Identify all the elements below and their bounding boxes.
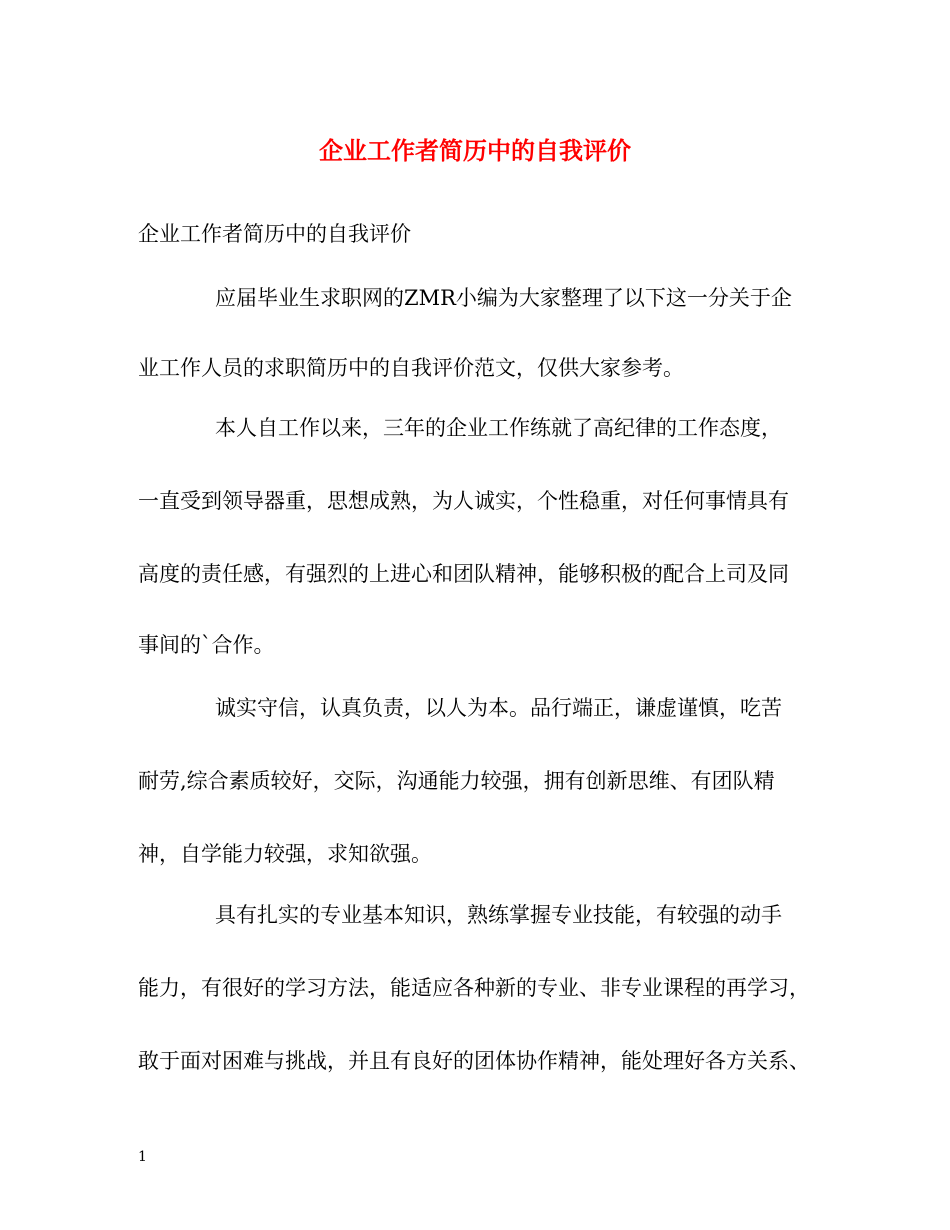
page-number: 1 bbox=[138, 1149, 147, 1165]
paragraph-3-line-1: 诚实守信，认真负责，以人为本。品行端正，谦虚谨慎，吃苦 bbox=[215, 696, 782, 720]
paragraph-4-line-2: 能力，有很好的学习方法，能适应各种新的专业、非专业课程的再学习， bbox=[138, 976, 810, 1000]
paragraph-1-line-1: 应届毕业生求职网的ZMR小编为大家整理了以下这一分关于企 bbox=[215, 286, 792, 310]
paragraph-3-line-3: 神，自学能力较强，求知欲强。 bbox=[138, 842, 432, 866]
paragraph-2-line-1: 本人自工作以来，三年的企业工作练就了高纪律的工作态度， bbox=[215, 416, 782, 440]
paragraph-2-line-3: 高度的责任感，有强烈的上进心和团队精神，能够积极的配合上司及同 bbox=[138, 562, 789, 586]
paragraph-4-line-1: 具有扎实的专业基本知识，熟练掌握专业技能，有较强的动手 bbox=[215, 903, 782, 927]
paragraph-2-line-4: 事间的`合作。 bbox=[138, 633, 275, 657]
paragraph-2-line-2: 一直受到领导器重，思想成熟，为人诚实，个性稳重，对任何事情具有 bbox=[138, 489, 789, 513]
subtitle-line: 企业工作者简历中的自我评价 bbox=[138, 222, 411, 246]
document-title: 企业工作者简历中的自我评价 bbox=[319, 136, 631, 165]
paragraph-1-line-2: 业工作人员的求职简历中的自我评价范文，仅供大家参考。 bbox=[138, 356, 684, 380]
paragraph-4-line-3: 敢于面对困难与挑战，并且有良好的团体协作精神，能处理好各方关系、 bbox=[138, 1049, 810, 1073]
paragraph-3-line-2: 耐劳,综合素质较好，交际，沟通能力较强，拥有创新思维、有团队精 bbox=[138, 769, 775, 793]
